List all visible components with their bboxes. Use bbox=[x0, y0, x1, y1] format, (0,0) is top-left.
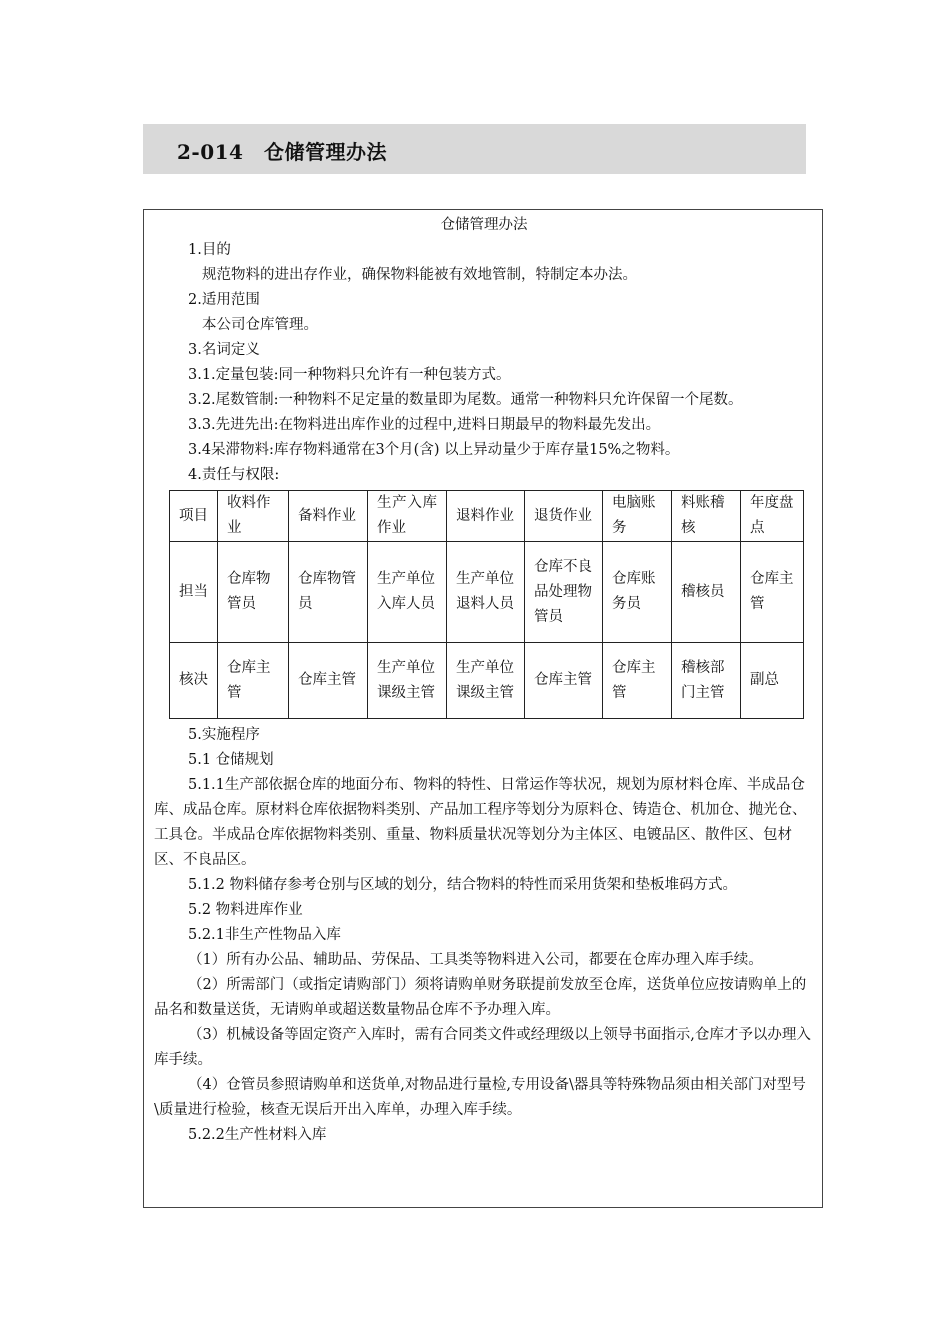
table-cell: 收料作业 bbox=[218, 491, 289, 542]
section-purpose-text: 规范物料的进出存作业，确保物料能被有效地管制，特制定本办法。 bbox=[202, 267, 637, 283]
page-title: 2-014 仓储管理办法 bbox=[177, 140, 387, 164]
list-item: （4）仓管员参照请购单和送货单,对物品进行量检,专用设备\器具等特殊物品须由相关部门对型号\质量进行检验，核查无误后开出入库单，办理入库手续。 bbox=[154, 1077, 806, 1118]
table-cell: 稽核部门主管 bbox=[672, 643, 741, 719]
subsection-5-2-2: 5.2.2生产性材料入库 bbox=[188, 1127, 327, 1143]
section-scope-text: 本公司仓库管理。 bbox=[202, 317, 318, 333]
table-row bbox=[170, 643, 804, 719]
table-cell: 生产单位课级主管 bbox=[447, 643, 525, 719]
table-cell: 仓库主管 bbox=[741, 542, 804, 643]
definition-3-3: 3.3.先进先出:在物料进出库作业的过程中,进料日期最早的物料最先发出。 bbox=[188, 417, 661, 433]
section-purpose-heading: 1.目的 bbox=[188, 242, 231, 258]
responsibility-table bbox=[169, 490, 804, 719]
table-cell: 生产单位退料人员 bbox=[447, 542, 525, 643]
section-responsibility-heading: 4.责任与权限: bbox=[188, 467, 280, 483]
table-cell: 年度盘点 bbox=[741, 491, 804, 542]
table-cell: 核决 bbox=[170, 643, 218, 719]
subsection-5-2-1: 5.2.1非生产性物品入库 bbox=[188, 927, 341, 943]
list-item: （2）所需部门（或指定请购部门）须将请购单财务联提前发放至仓库，送货单位应按请购单上的品名和数量送货，无请购单或超送数量物品仓库不予办理入库。 bbox=[154, 977, 807, 1018]
table-cell: 仓库物管员 bbox=[218, 542, 289, 643]
definition-3-1: 3.1.定量包装:同一种物料只允许有一种包装方式。 bbox=[188, 367, 511, 383]
list-item: （3）机械设备等固定资产入库时，需有合同类文件或经理级以上领导书面指示,仓库才予以办理入库手续。 bbox=[154, 1027, 811, 1068]
table-cell: 退货作业 bbox=[525, 491, 603, 542]
table-cell: 项目 bbox=[170, 491, 218, 542]
table-cell: 料账稽核 bbox=[672, 491, 741, 542]
list-item: （1）所有办公品、辅助品、劳保品、工具类等物料进入公司，都要在仓库办理入库手续。 bbox=[188, 952, 763, 968]
table-cell: 仓库主管 bbox=[603, 643, 672, 719]
table-cell: 备料作业 bbox=[289, 491, 368, 542]
header-band bbox=[143, 124, 806, 174]
table-cell: 仓库主管 bbox=[289, 643, 368, 719]
table-cell: 仓库账务员 bbox=[603, 542, 672, 643]
document-title: 仓储管理办法 bbox=[440, 217, 528, 233]
table-cell: 副总 bbox=[741, 643, 804, 719]
table-cell: 仓库物管员 bbox=[289, 542, 368, 643]
paragraph-5-1-2: 5.1.2 物料储存参考仓别与区域的划分，结合物料的特性而采用货架和垫板堆码方式。 bbox=[188, 877, 738, 893]
table-cell: 电脑账务 bbox=[603, 491, 672, 542]
paragraph-5-1-1: 5.1.1生产部依据仓库的地面分布、物料的特性、日常运作等状况，规划为原材料仓库、半成品仓库、成品仓库。原材料仓库依据物料类别、产品加工程序等划分为原料仓、铸造仓、机加仓、抛光仓、工具仓。半成品仓库依据物料类别、重量、物料质量状况等划分为主体区、电镀品区、散件区、包材区、不良品区。 bbox=[154, 777, 807, 868]
definition-3-4: 3.4呆滞物料:库存物料通常在3个月(含) 以上异动量少于库存量15%之物料。 bbox=[188, 442, 680, 458]
table-cell: 生产单位课级主管 bbox=[368, 643, 447, 719]
table-cell: 稽核员 bbox=[672, 542, 741, 643]
table-cell: 生产入库作业 bbox=[368, 491, 447, 542]
definition-3-2: 3.2.尾数管制:一种物料不足定量的数量即为尾数。通常一种物料只允许保留一个尾数。 bbox=[188, 392, 743, 408]
table-header-row bbox=[170, 491, 804, 542]
subsection-5-2: 5.2 物料进库作业 bbox=[188, 902, 303, 918]
section-procedure-heading: 5.实施程序 bbox=[188, 727, 260, 743]
subsection-5-1: 5.1 仓储规划 bbox=[188, 752, 274, 768]
section-scope-heading: 2.适用范围 bbox=[188, 292, 260, 308]
document-frame bbox=[143, 209, 823, 1208]
table-cell: 退料作业 bbox=[447, 491, 525, 542]
table-row bbox=[170, 542, 804, 643]
table-cell: 仓库不良品处理物管员 bbox=[525, 542, 603, 643]
table-cell: 仓库主管 bbox=[218, 643, 289, 719]
table-cell: 担当 bbox=[170, 542, 218, 643]
table-cell: 生产单位入库人员 bbox=[368, 542, 447, 643]
document-body bbox=[154, 210, 814, 1148]
table-cell: 仓库主管 bbox=[525, 643, 603, 719]
section-definitions-heading: 3.名词定义 bbox=[188, 342, 260, 358]
